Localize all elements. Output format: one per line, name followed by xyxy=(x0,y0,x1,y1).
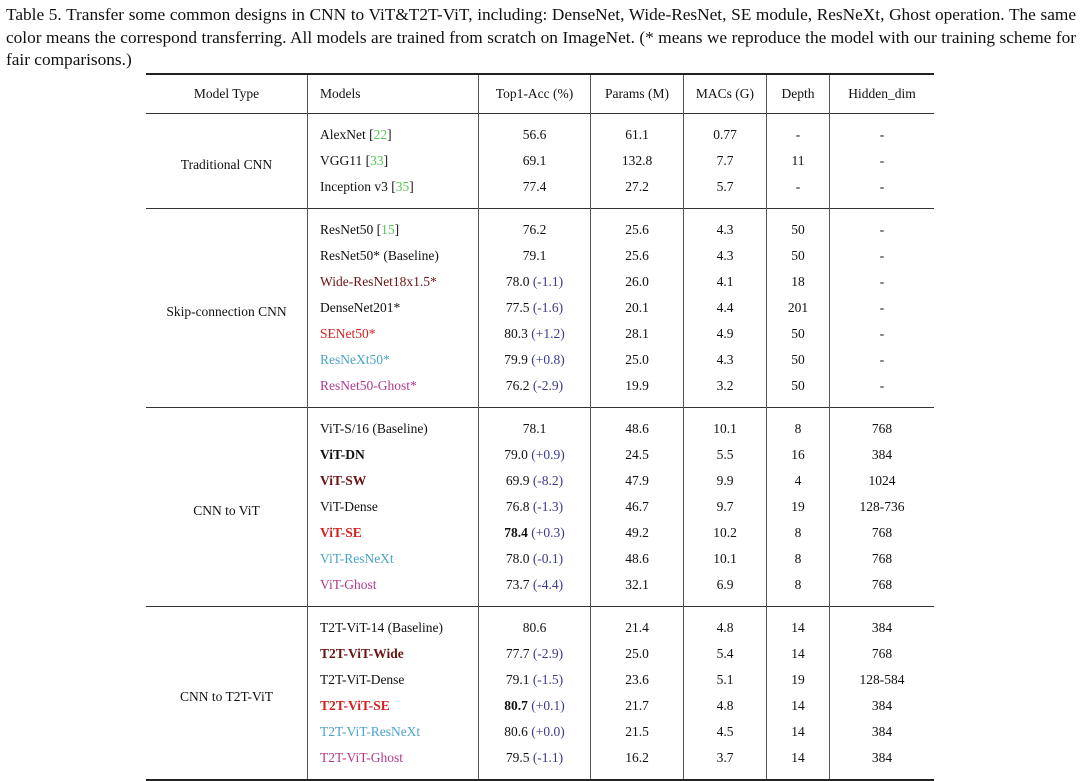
model-name: T2T-ViT-ResNeXt xyxy=(320,723,421,739)
params-cell: 24.5 xyxy=(591,442,684,468)
params-cell: 25.6 xyxy=(591,208,684,243)
depth-cell: 4 xyxy=(767,468,830,494)
macs-cell: 3.2 xyxy=(684,373,767,408)
depth-cell: 50 xyxy=(767,321,830,347)
model-name-cell xyxy=(308,494,479,520)
macs-cell: 0.77 xyxy=(684,113,767,148)
depth-cell: 201 xyxy=(767,295,830,321)
top1-acc-value: 78.1 xyxy=(522,420,547,436)
model-name: T2T-ViT-Dense xyxy=(320,671,405,687)
top1-acc-value: 77.7 xyxy=(505,645,530,661)
params-cell: 25.0 xyxy=(591,641,684,667)
hidden-dim-cell: 768 xyxy=(830,407,935,442)
depth-cell: 14 xyxy=(767,641,830,667)
hidden-dim-cell: 384 xyxy=(830,745,935,780)
model-name: AlexNet xyxy=(320,126,366,142)
header-models: Models xyxy=(308,74,479,113)
params-cell: 48.6 xyxy=(591,407,684,442)
macs-cell: 5.7 xyxy=(684,174,767,209)
top1-acc-cell xyxy=(479,148,591,174)
params-cell: 47.9 xyxy=(591,468,684,494)
top1-acc-value: 80.6 xyxy=(522,619,547,635)
model-name-cell xyxy=(308,641,479,667)
macs-cell: 4.9 xyxy=(684,321,767,347)
acc-delta: (-0.1) xyxy=(532,550,564,566)
header-macs: MACs (G) xyxy=(684,74,767,113)
macs-cell: 5.5 xyxy=(684,442,767,468)
top1-acc-value: 79.0 xyxy=(504,446,528,462)
results-table xyxy=(146,73,934,781)
model-name: ViT-ResNeXt xyxy=(320,550,394,566)
params-cell: 49.2 xyxy=(591,520,684,546)
model-name-cell xyxy=(308,243,479,269)
top1-acc-cell xyxy=(479,269,591,295)
acc-delta: (+1.2) xyxy=(531,325,565,341)
top1-acc-cell xyxy=(479,174,591,209)
top1-acc-cell xyxy=(479,693,591,719)
hidden-dim-cell: - xyxy=(830,148,935,174)
depth-cell: 50 xyxy=(767,373,830,408)
top1-acc-cell xyxy=(479,572,591,607)
hidden-dim-cell: - xyxy=(830,174,935,209)
citation-ref: 35 xyxy=(395,178,410,194)
model-name: ViT-Ghost xyxy=(320,576,377,592)
macs-cell: 6.9 xyxy=(684,572,767,607)
params-cell: 25.6 xyxy=(591,243,684,269)
model-name: ViT-S/16 (Baseline) xyxy=(320,420,428,436)
top1-acc-cell xyxy=(479,641,591,667)
macs-cell: 5.1 xyxy=(684,667,767,693)
top1-acc-value: 78.4 xyxy=(504,524,528,540)
params-cell: 26.0 xyxy=(591,269,684,295)
top1-acc-value: 56.6 xyxy=(522,126,547,142)
top1-acc-value: 73.7 xyxy=(505,576,530,592)
top1-acc-cell xyxy=(479,719,591,745)
params-cell: 48.6 xyxy=(591,546,684,572)
table-row xyxy=(146,606,934,641)
top1-acc-cell xyxy=(479,295,591,321)
depth-cell: 19 xyxy=(767,667,830,693)
top1-acc-cell xyxy=(479,113,591,148)
depth-cell: 16 xyxy=(767,442,830,468)
acc-delta: (-2.9) xyxy=(532,377,564,393)
hidden-dim-cell: 1024 xyxy=(830,468,935,494)
hidden-dim-cell: - xyxy=(830,243,935,269)
params-cell: 32.1 xyxy=(591,572,684,607)
header-hidden-dim: Hidden_dim xyxy=(830,74,935,113)
model-name-cell xyxy=(308,719,479,745)
top1-acc-value: 77.4 xyxy=(522,178,547,194)
macs-cell: 7.7 xyxy=(684,148,767,174)
acc-delta: (-2.9) xyxy=(532,645,564,661)
macs-cell: 5.4 xyxy=(684,641,767,667)
hidden-dim-cell: 768 xyxy=(830,546,935,572)
header-model-type: Model Type xyxy=(193,85,260,101)
model-name: SENet50* xyxy=(320,325,376,341)
top1-acc-value: 79.9 xyxy=(504,351,528,367)
model-name-cell xyxy=(308,546,479,572)
acc-delta: (-1.6) xyxy=(532,299,564,315)
top1-acc-value: 80.7 xyxy=(504,697,528,713)
top1-acc-value: 78.0 xyxy=(505,550,530,566)
model-name: Inception v3 xyxy=(320,178,388,194)
model-name-cell xyxy=(308,745,479,780)
depth-cell: 14 xyxy=(767,719,830,745)
header-top1-acc: Top1-Acc (%) xyxy=(479,74,591,113)
top1-acc-value: 79.1 xyxy=(522,247,547,263)
acc-delta: (+0.0) xyxy=(531,723,565,739)
top1-acc-value: 69.1 xyxy=(522,152,547,168)
model-name-cell: ResNet50 [15] xyxy=(308,208,479,243)
depth-cell: 14 xyxy=(767,606,830,641)
params-cell: 19.9 xyxy=(591,373,684,408)
top1-acc-value: 76.8 xyxy=(505,498,530,514)
model-name-cell xyxy=(308,667,479,693)
acc-delta: (-4.4) xyxy=(532,576,564,592)
params-cell: 21.5 xyxy=(591,719,684,745)
top1-acc-cell xyxy=(479,494,591,520)
params-cell: 20.1 xyxy=(591,295,684,321)
model-name-cell xyxy=(308,693,479,719)
model-name-cell xyxy=(308,347,479,373)
hidden-dim-cell: 128-584 xyxy=(830,667,935,693)
macs-cell: 4.8 xyxy=(684,606,767,641)
table-row xyxy=(146,407,934,442)
hidden-dim-cell: 128-736 xyxy=(830,494,935,520)
model-name-cell: AlexNet [22] xyxy=(308,113,479,148)
model-name: VGG11 xyxy=(320,152,363,168)
model-name-cell: VGG11 [33] xyxy=(308,148,479,174)
model-name: ViT-DN xyxy=(320,446,365,462)
model-name-cell xyxy=(308,321,479,347)
params-cell: 132.8 xyxy=(591,148,684,174)
top1-acc-cell xyxy=(479,407,591,442)
hidden-dim-cell: 384 xyxy=(830,719,935,745)
params-cell: 25.0 xyxy=(591,347,684,373)
top1-acc-cell xyxy=(479,347,591,373)
model-name: ViT-Dense xyxy=(320,498,378,514)
depth-cell: 8 xyxy=(767,407,830,442)
hidden-dim-cell: - xyxy=(830,295,935,321)
citation-ref: 15 xyxy=(381,221,395,237)
model-name-cell: Inception v3 [35] xyxy=(308,174,479,209)
macs-cell: 3.7 xyxy=(684,745,767,780)
top1-acc-cell xyxy=(479,546,591,572)
depth-cell: 18 xyxy=(767,269,830,295)
top1-acc-cell xyxy=(479,667,591,693)
hidden-dim-cell: 384 xyxy=(830,693,935,719)
macs-cell: 10.2 xyxy=(684,520,767,546)
depth-cell: 8 xyxy=(767,520,830,546)
top1-acc-cell xyxy=(479,606,591,641)
depth-cell: 50 xyxy=(767,243,830,269)
table-row xyxy=(146,208,934,243)
model-name-cell xyxy=(308,295,479,321)
table-header xyxy=(146,74,934,113)
macs-cell: 10.1 xyxy=(684,407,767,442)
hidden-dim-cell: - xyxy=(830,269,935,295)
top1-acc-cell xyxy=(479,442,591,468)
acc-delta: (-1.3) xyxy=(532,498,564,514)
top1-acc-value: 69.9 xyxy=(505,472,530,488)
params-cell: 16.2 xyxy=(591,745,684,780)
model-name-cell xyxy=(308,407,479,442)
macs-cell: 4.3 xyxy=(684,208,767,243)
depth-cell: 8 xyxy=(767,546,830,572)
hidden-dim-cell: - xyxy=(830,373,935,408)
top1-acc-value: 79.5 xyxy=(505,749,530,765)
params-cell: 61.1 xyxy=(591,113,684,148)
macs-cell: 9.9 xyxy=(684,468,767,494)
hidden-dim-cell: - xyxy=(830,113,935,148)
macs-cell: 10.1 xyxy=(684,546,767,572)
acc-delta: (-8.2) xyxy=(532,472,564,488)
model-name: ResNeXt50* xyxy=(320,351,390,367)
hidden-dim-cell: 768 xyxy=(830,572,935,607)
top1-acc-value: 80.6 xyxy=(504,723,528,739)
model-name: Wide-ResNet18x1.5* xyxy=(320,273,437,289)
depth-cell: 14 xyxy=(767,745,830,780)
model-name: ViT-SW xyxy=(320,472,367,488)
model-name-cell xyxy=(308,520,479,546)
acc-delta: (-1.5) xyxy=(532,671,564,687)
top1-acc-cell xyxy=(479,373,591,408)
model-name: ViT-SE xyxy=(320,524,362,540)
acc-delta: (+0.3) xyxy=(531,524,565,540)
model-name: ResNet50-Ghost* xyxy=(320,377,417,393)
hidden-dim-cell: 384 xyxy=(830,442,935,468)
model-type-cell: CNN to ViT xyxy=(193,502,260,518)
hidden-dim-cell: 384 xyxy=(830,606,935,641)
top1-acc-value: 77.5 xyxy=(505,299,530,315)
top1-acc-cell xyxy=(479,745,591,780)
macs-cell: 9.7 xyxy=(684,494,767,520)
macs-cell: 4.3 xyxy=(684,243,767,269)
macs-cell: 4.8 xyxy=(684,693,767,719)
hidden-dim-cell: - xyxy=(830,347,935,373)
model-name: T2T-ViT-SE xyxy=(320,697,390,713)
citation-ref: 22 xyxy=(373,126,388,142)
table-row xyxy=(146,113,934,148)
acc-delta: (+0.8) xyxy=(531,351,565,367)
model-name: T2T-ViT-Ghost xyxy=(320,749,403,765)
model-type-cell: Skip-connection CNN xyxy=(166,303,287,319)
params-cell: 21.4 xyxy=(591,606,684,641)
depth-cell: - xyxy=(767,113,830,148)
depth-cell: 8 xyxy=(767,572,830,607)
top1-acc-cell xyxy=(479,468,591,494)
top1-acc-value: 78.0 xyxy=(505,273,530,289)
params-cell: 28.1 xyxy=(591,321,684,347)
model-name-cell xyxy=(308,269,479,295)
hidden-dim-cell: 768 xyxy=(830,641,935,667)
acc-delta: (-1.1) xyxy=(532,749,564,765)
depth-cell: 14 xyxy=(767,693,830,719)
model-type-cell: Traditional CNN xyxy=(180,156,273,172)
macs-cell: 4.3 xyxy=(684,347,767,373)
depth-cell: 19 xyxy=(767,494,830,520)
model-name-cell xyxy=(308,373,479,408)
table-body xyxy=(146,113,934,780)
params-cell: 21.7 xyxy=(591,693,684,719)
top1-acc-cell xyxy=(479,208,591,243)
hidden-dim-cell: - xyxy=(830,321,935,347)
depth-cell: 11 xyxy=(767,148,830,174)
acc-delta: (+0.9) xyxy=(531,446,565,462)
header-depth: Depth xyxy=(767,74,830,113)
top1-acc-value: 76.2 xyxy=(505,377,530,393)
params-cell: 23.6 xyxy=(591,667,684,693)
top1-acc-value: 79.1 xyxy=(505,671,530,687)
depth-cell: 50 xyxy=(767,347,830,373)
table-caption: Table 5. Transfer some common designs in CNN to ViT&T2T-ViT, including: DenseNet, Wide-ResNet, SE module, ResNeXt, Ghost operation. The same color means the correspond transferring. All models are trained from scratch on ImageNet. (* means we reproduce the model with our training scheme for fair comparisons.) xyxy=(6,5,1076,69)
macs-cell: 4.4 xyxy=(684,295,767,321)
top1-acc-value: 76.2 xyxy=(522,221,547,237)
top1-acc-cell xyxy=(479,520,591,546)
model-name-cell xyxy=(308,468,479,494)
citation-ref: 33 xyxy=(370,152,384,168)
model-name-cell xyxy=(308,606,479,641)
acc-delta: (-1.1) xyxy=(532,273,564,289)
model-name: DenseNet201* xyxy=(320,299,401,315)
model-name-cell xyxy=(308,572,479,607)
params-cell: 46.7 xyxy=(591,494,684,520)
macs-cell: 4.1 xyxy=(684,269,767,295)
header-row xyxy=(146,74,934,113)
hidden-dim-cell: - xyxy=(830,208,935,243)
params-cell: 27.2 xyxy=(591,174,684,209)
model-type-cell: CNN to T2T-ViT xyxy=(180,688,273,704)
top1-acc-cell xyxy=(479,321,591,347)
macs-cell: 4.5 xyxy=(684,719,767,745)
model-name: T2T-ViT-14 (Baseline) xyxy=(320,619,444,635)
top1-acc-cell xyxy=(479,243,591,269)
depth-cell: - xyxy=(767,174,830,209)
model-name: ResNet50* (Baseline) xyxy=(320,247,439,263)
header-params: Params (M) xyxy=(591,74,684,113)
model-name: T2T-ViT-Wide xyxy=(320,645,404,661)
top1-acc-value: 80.3 xyxy=(504,325,528,341)
hidden-dim-cell: 768 xyxy=(830,520,935,546)
model-name-cell xyxy=(308,442,479,468)
depth-cell: 50 xyxy=(767,208,830,243)
model-name: ResNet50 xyxy=(320,221,374,237)
acc-delta: (+0.1) xyxy=(531,697,565,713)
